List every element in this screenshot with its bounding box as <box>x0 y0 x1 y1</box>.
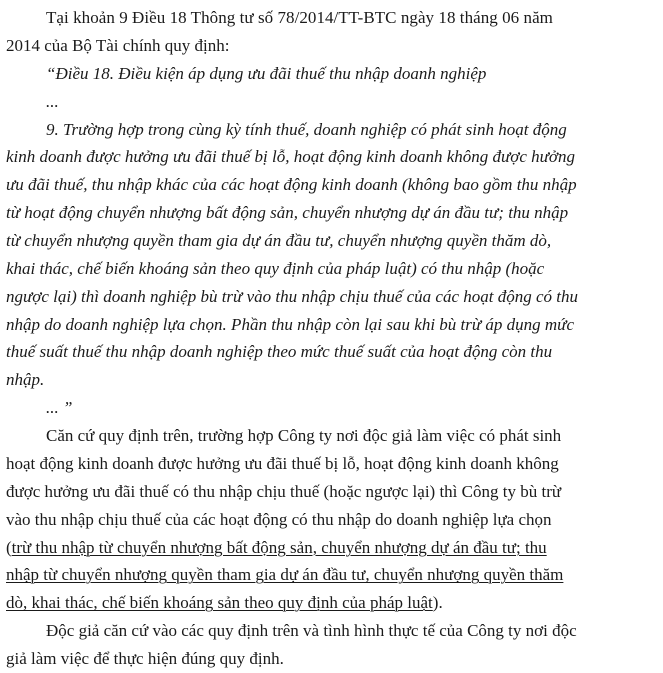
quote-line-1: 9. Trường hợp trong cùng kỳ tính thuế, doanh nghiệp có phát sinh hoạt động <box>46 119 567 139</box>
quote-line-3: ưu đãi thuế, thu nhập khác của các hoạt động kinh doanh (không bao gồm thu nhập <box>6 175 577 195</box>
quote-line-10: nhập. <box>6 370 45 390</box>
paragraph-2-line-2: hoạt động kinh doanh được hưởng ưu đãi thuế bị lỗ, hoạt động kinh doanh không <box>6 453 559 473</box>
underlined-exclusion-text-2: nhập từ chuyển nhượng quyền tham gia dự án đầu tư, chuyển nhượng quyền thăm <box>6 565 564 585</box>
paragraph-2-line-3: được hưởng ưu đãi thuế có thu nhập chịu thuế (hoặc ngược lại) thì Công ty bù trừ <box>6 481 562 501</box>
paragraph-2-line-1: Căn cứ quy định trên, trường hợp Công ty nơi độc giả làm việc có phát sinh <box>46 426 562 445</box>
quote-heading: “Điều 18. Điều kiện áp dụng ưu đãi thuế thu nhập doanh nghiệp <box>46 63 487 83</box>
underlined-exclusion-text-3: dò, khai thác, chế biến khoáng sản theo quy định của pháp luật <box>6 593 433 613</box>
quote-line-9: thuế suất thuế thu nhập doanh nghiệp theo mức thuế suất của hoạt động còn thu <box>6 342 553 362</box>
paragraph-2-line-5 <box>6 534 547 562</box>
underlined-exclusion-text-1: trừ thu nhập từ chuyển nhượng bất động sản, chuyển nhượng dự án đầu tư; thu <box>11 537 547 557</box>
quote-line-8: nhập do doanh nghiệp lựa chọn. Phần thu nhập còn lại sau khi bù trừ áp dụng mức <box>6 314 574 334</box>
quote-ellipsis-top: ... <box>46 91 59 111</box>
quote-line-5: từ chuyển nhượng quyền tham gia dự án đầu tư, chuyển nhượng quyền thăm dò, <box>6 231 552 250</box>
quote-ellipsis-bottom: ... ” <box>46 398 73 418</box>
intro-line-1: Tại khoản 9 Điều 18 Thông tư số 78/2014/TT-BTC ngày 18 tháng 06 năm <box>46 8 553 27</box>
paragraph-2-line-7 <box>6 589 443 617</box>
quote-line-4: từ hoạt động chuyển nhượng bất động sản, chuyển nhượng dự án đầu tư; thu nhập <box>6 203 569 223</box>
close-parenthesis: ). <box>432 593 443 613</box>
quote-line-7: ngược lại) thì doanh nghiệp bù trừ vào thu nhập chịu thuế của các hoạt động có thu <box>6 286 579 306</box>
quote-line-6: khai thác, chế biến khoáng sản theo quy định của pháp luật) có thu nhập (hoặc <box>6 258 545 278</box>
intro-line-2: 2014 của Bộ Tài chính quy định: <box>6 35 230 55</box>
paragraph-3-line-1: Độc giả căn cứ vào các quy định trên và tình hình thực tế của Công ty nơi độc <box>46 621 577 641</box>
paragraph-3-line-2: giả làm việc để thực hiện đúng quy định. <box>6 649 284 668</box>
paragraph-2-line-4: vào thu nhập chịu thuế của các hoạt động có thu nhập do doanh nghiệp lựa chọn <box>6 509 552 529</box>
open-parenthesis: ( <box>6 537 12 557</box>
quote-line-2: kinh doanh được hưởng ưu đãi thuế bị lỗ, hoạt động kinh doanh không được hưởng <box>6 147 575 167</box>
